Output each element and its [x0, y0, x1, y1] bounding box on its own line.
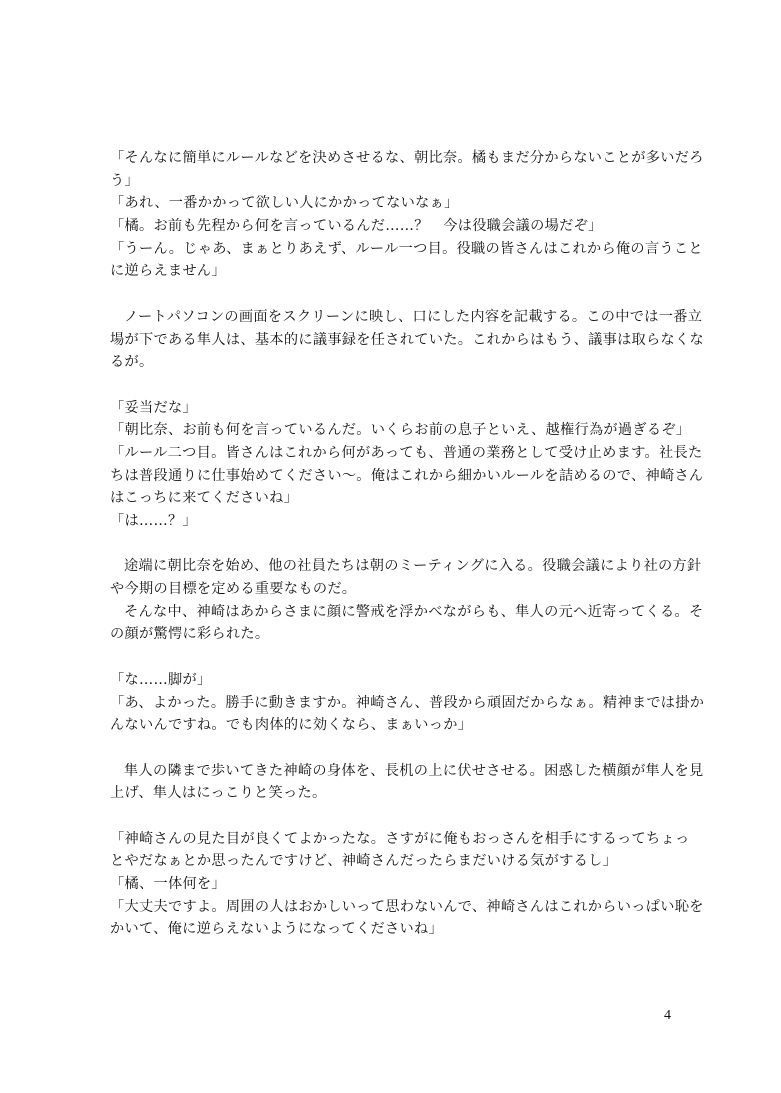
text-line: 「ルール二つ目。皆さんはこれから何があっても、普通の業務として受け止めます。社長た [110, 444, 703, 461]
text-line: ちは普段通りに仕事始めてください～。俺はこれから細かいルールを詰めるので、神崎さん [110, 467, 704, 484]
text-line: るが。 [110, 354, 154, 371]
text-line: そんな中、神崎はあからさまに顔に警戒を浮かべながらも、隼人の元へ近寄ってくる。そ [124, 603, 704, 620]
text-line: 途端に朝比奈を始め、他の社員たちは朝のミーティングに入る。役職会議により社の方針 [124, 558, 702, 575]
text-line: 「そんなに簡単にルールなどを決めさせるな、朝比奈。橘もまだ分からないことが多いだろ [110, 150, 704, 166]
text-line: 「神崎さんの見た目が良くてよかったな。さすがに俺もおっさんを相手にするってちょっ [110, 830, 690, 847]
body-text [110, 147, 705, 941]
text-line: とやだなぁとか思ったんですけど、神崎さんだったらまだいける気がするし」 [110, 853, 618, 870]
text-line: 「朝比奈、お前も何を言っているんだ。いくらお前の息子といえ、越権行為が過ぎるぞ」 [110, 422, 691, 439]
text-line: 「橘、一体何を」 [110, 876, 226, 892]
text-line: の顔が驚愕に彩られた。 [110, 626, 270, 643]
text-line: 「橘。お前も先程から何を言っているんだ……？ 今は役職会議の場だぞ」 [110, 218, 603, 235]
text-line: う」 [110, 172, 139, 189]
text-line: 場が下である隼人は、基本的に議事録を任されていた。これからはもう、議事は取らなくな [110, 331, 704, 348]
text-line: 隼人の隣まで歩いてきた神崎の身体を、長机の上に伏せさせる。困惑した横顔が隼人を見 [124, 762, 704, 779]
text-line: はこっちに来てくださいね」 [110, 490, 299, 507]
text-line: や今期の目標を定める重要なものだ。 [110, 581, 357, 598]
text-line: かいて、俺に逆らえないようになってくださいね」 [110, 921, 443, 938]
text-line: 「な……脚が」 [110, 671, 212, 688]
text-line: 「大丈夫ですよ。周囲の人はおかしいって思わないんで、神崎さんはこれからいっぱい恥を [110, 898, 704, 915]
text-line: 「は……？」 [110, 513, 197, 529]
page-number: 4 [664, 1008, 671, 1023]
text-line: 「あれ、一番かかって欲しい人にかかってないなぁ」 [110, 195, 459, 212]
text-line: に逆らえません」 [110, 263, 226, 280]
text-line: ノートパソコンの画面をスクリーンに映し、口にした内容を記載する。この中では一番立 [124, 308, 703, 325]
text-line: 「妥当だな」 [110, 399, 197, 416]
text-line: 「あ、よかった。勝手に動きますか。神崎さん、普段から頑固だからなぁ。精神までは掛か [110, 694, 705, 711]
text-line: 上げ、隼人はにっこりと笑った。 [110, 785, 327, 802]
text-line: んないんですね。でも肉体的に効くなら、まぁいっか」 [110, 717, 473, 734]
text-line: 「うーん。じゃあ、まぁとりあえず、ルール一つ目。役職の皆さんはこれから俺の言うこと [110, 240, 703, 257]
